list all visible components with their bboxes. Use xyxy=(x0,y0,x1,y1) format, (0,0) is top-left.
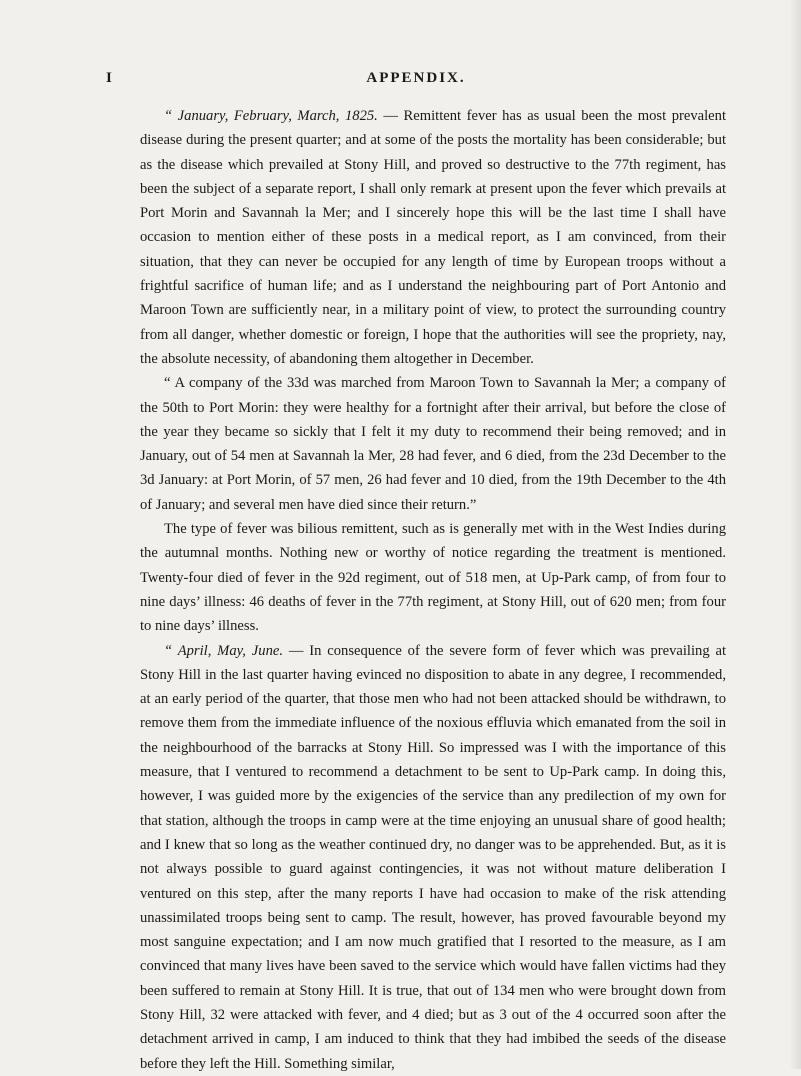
paragraph-text: The type of fever was bilious remittent, such as is generally met with in the West Indies during the autumnal months. Nothing new or worthy of notice regarding the treatment is mentioned. Twenty-four died of fever in the 92d regiment, out of 518 men, at Up-Park camp, of from four to nine days’ illness: 46 deaths of fever in the 77th regiment, at Stony Hill, out of 620 men; from four to nine days’ illness. xyxy=(140,521,726,635)
paragraph-lead: “ January, February, March, 1825. xyxy=(164,108,378,124)
running-head: APPENDIX. xyxy=(366,70,466,86)
paragraph xyxy=(140,104,726,371)
paragraph-lead: “ April, May, June. xyxy=(164,642,283,659)
page-edge-shadow xyxy=(789,0,801,1069)
body-text xyxy=(140,104,726,1076)
page-number: I xyxy=(106,70,112,86)
paragraph-text: — Remittent fever has as usual been the most prevalent disease during the present quarter; and at some of the posts the mortality has been considerable; but as the disease which prevailed at Stony Hill, and proved so destructive to the 77th regiment, has been the subject of a separate report, I shall only remark at present upon the fever which prevails at Port Morin and Savannah la Mer; and I sincerely hope this will be the last time I shall have occasion to mention either of these posts in a medical report, as I am convinced, from their situation, that they can never be occupied for any length of time by European troops without a frightful sacrifice of human life; and as I understand the neighbouring part of Port Antonio and Maroon Town are sufficiently near, in a military point of view, to protect the surrounding country from all danger, whether domestic or foreign, I hope that the authorities will see the propriety, nay, the absolute necessity, of abandoning them altogether in December. xyxy=(140,108,726,367)
page-header xyxy=(106,70,726,92)
paragraph xyxy=(140,517,726,638)
paragraph-text: — In consequence of the severe form of fever which was prevailing at Stony Hill in the last quarter having evinced no disposition to abate in any degree, I recommended, at an early period of the quarter, that those men who had not been attacked should be withdrawn, to remove them from the immediate influence of the noxious effluvia which emanated from the soil in the neighbourhood of the barracks at Stony Hill. So impressed was I with the importance of this measure, that I ventured to recommend a detachment to be sent to Up-Park camp. In doing this, however, I was guided more by the exigencies of the service than any predilection of my own for that station, although the troops in camp were at the time enjoying an unusual share of good health; and I knew that so long as the weather continued dry, no danger was to be apprehended. But, as it is not always possible to guard against contingencies, it was not without mature deliberation I ventured on this step, after the many reports I have had occasion to make of the risk attending unassimilated troops being sent to camp. The result, however, has proved favourable beyond my most sanguine expectation; and I am now much gratified that I resorted to the measure, as I am convinced that many lives have been saved to the service which would have fallen victims had they been suffered to remain at Stony Hill. It is true, that out of 134 men who were brought down from Stony Hill, 32 were attacked with fever, and 4 died; but as 3 out of the 4 occurred soon after the detachment arrived in camp, I am induced to think that they had imbibed the seeds of the disease before they left the Hill. Something similar, xyxy=(140,642,727,1072)
paragraph-text: “ A company of the 33d was marched from Maroon Town to Savannah la Mer; a company of the 50th to Port Morin: they were healthy for a fortnight after their arrival, but before the close of the year they became so sickly that I felt it my duty to recommend their being removed; and in January, out of 54 men at Savannah la Mer, 28 had fever, and 6 died, from the 23d December to the 3d January: at Port Morin, of 57 men, 26 had fever and 10 died, from the 19th December to the 4th of January; and several men have died since their return.” xyxy=(140,375,726,513)
paragraph xyxy=(140,371,726,517)
paragraph xyxy=(140,639,726,1076)
